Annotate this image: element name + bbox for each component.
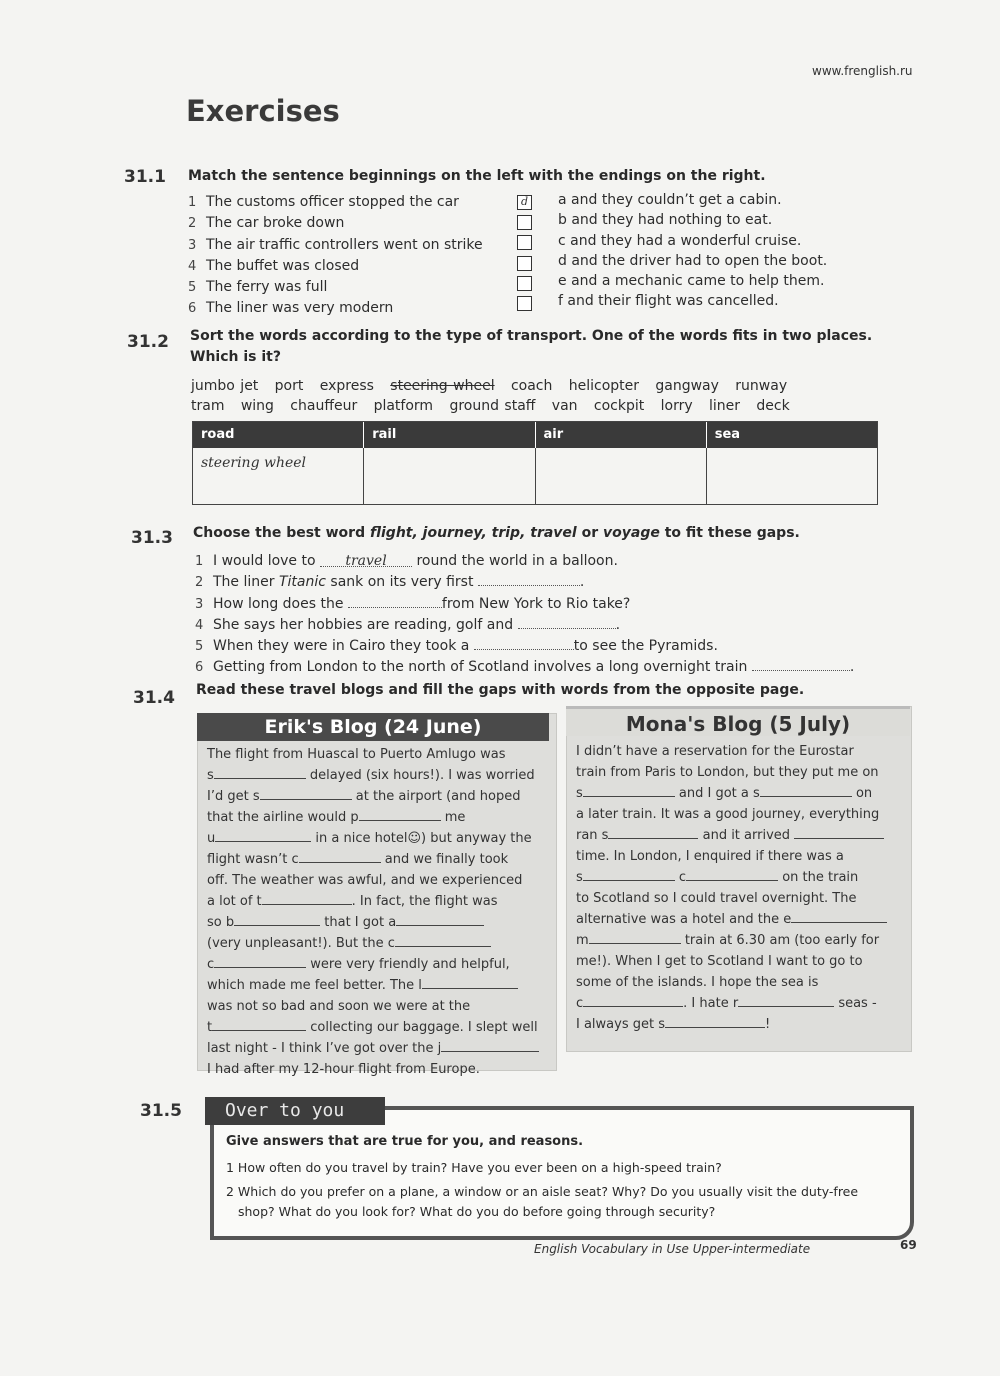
list-item: 1 I would love to travel round the world in a balloon.: [195, 553, 618, 569]
exercise-number: 31.1: [124, 167, 166, 187]
answer-checkbox[interactable]: [517, 215, 532, 230]
gap-field[interactable]: [589, 932, 681, 944]
gap-field[interactable]: [348, 595, 442, 608]
crossed-word: steering wheel: [390, 378, 495, 394]
list-item: 4 She says her hobbies are reading, golf and .: [195, 616, 621, 633]
exercise-number: 31.2: [127, 332, 169, 352]
over-to-you-tab: Over to you: [205, 1097, 385, 1125]
list-item: 5 The ferry was full: [188, 279, 328, 296]
gap-field[interactable]: [518, 616, 616, 629]
gap-answer[interactable]: travel: [320, 551, 412, 567]
list-item: a and they couldn’t get a cabin.: [558, 192, 782, 208]
table-cell-sea[interactable]: [707, 448, 877, 504]
list-item: 2 The liner Titanic sank on its very first .: [195, 574, 585, 591]
erik-blog-text: The flight from Huascal to Puerto Amlugo was s delayed (six hours!). I was worried I’d get s at the airport (and hoped that the airline would p me u in a nice hotel☺) but anyway the flight wasn’t c and we finally took off. The weather was awful, and we experienced a lot of t . In fact, the flight was so b that I got a (very unpleasant!). But the c c were very friendly and helpful, which made me feel better. The l was not so bad and soon we were at the t collecting our baggage. I slept well last night - I think I’ve got over the j I had after my 12-hour flight from Europe.: [207, 747, 538, 1077]
list-item: c and they had a wonderful cruise.: [558, 232, 802, 249]
list-item: b and they had nothing to eat.: [558, 212, 773, 229]
gap-field[interactable]: [752, 658, 850, 671]
beginnings-list: [188, 192, 483, 320]
gap-field[interactable]: [686, 869, 778, 881]
gap-field[interactable]: [608, 827, 698, 839]
answer-checkbox[interactable]: [517, 256, 532, 271]
page-title: Exercises: [186, 94, 340, 128]
column-header: sea: [714, 427, 741, 442]
exercise-instruction: Sort the words according to the type of transport. One of the words fits in two places. Which is it?: [190, 328, 873, 365]
endings-list: [558, 190, 827, 312]
gap-field[interactable]: [478, 573, 580, 586]
book-title: English Vocabulary in Use Upper-intermediate: [534, 1242, 811, 1256]
list-item: 3 The air traffic controllers went on strike: [188, 236, 483, 253]
list-item: 3 How long does the from New York to Rio take?: [195, 595, 631, 612]
over-to-you-instruction: Give answers that are true for you, and reasons.: [226, 1134, 584, 1149]
gap-field[interactable]: [422, 977, 518, 989]
column-header: air: [536, 422, 707, 448]
mona-blog-text: I didn’t have a reservation for the Eurostar train from Paris to London, but they put me on s and I got a s on a later train. It was a good journey, everything ran s and it arrived time. In London, I enquired if there was a s c on the train to Scotland so I could travel overnight. The alternative was a hotel and the e m train at 6.30 am (too early for me!). When I get to Scotland I want to go to some of the islands. I hope the sea is c . I hate r seas - I always get s !: [576, 741, 887, 1035]
gap-field[interactable]: [214, 956, 306, 968]
page-number: 69: [900, 1238, 917, 1252]
exercise-instruction: Choose the best word flight, journey, trip, travel or voyage to fit these gaps.: [193, 525, 800, 541]
answer-checkbox[interactable]: [517, 296, 532, 311]
gap-field[interactable]: [262, 893, 352, 905]
gap-field[interactable]: [665, 1016, 765, 1028]
answer-checkbox[interactable]: d: [517, 195, 532, 210]
word-bank-row: jumbo jet port express steering wheel coach helicopter gangway runway: [191, 378, 788, 394]
table-cell-rail[interactable]: [364, 448, 535, 504]
exercise-number: 31.4: [133, 688, 175, 708]
gap-field[interactable]: [299, 851, 381, 863]
gap-field[interactable]: [583, 785, 675, 797]
table-header: [193, 422, 877, 448]
list-item: 1 The customs officer stopped the car: [188, 194, 459, 210]
gap-field[interactable]: [234, 914, 320, 926]
gap-field[interactable]: [474, 637, 574, 650]
gap-fill-list: [195, 551, 854, 679]
gap-field[interactable]: [395, 935, 491, 947]
question: 2 Which do you prefer on a plane, a window or an aisle seat? Why? Do you usually visit the duty-free: [226, 1184, 859, 1199]
mona-blog-title: Mona's Blog (5 July): [566, 706, 910, 736]
exercise-instruction: Match the sentence beginnings on the left with the endings on the right.: [188, 168, 766, 184]
gap-field[interactable]: [214, 767, 306, 779]
erik-blog-title: Erik's Blog (24 June): [197, 713, 549, 741]
gap-field[interactable]: [583, 869, 675, 881]
table-row: [193, 448, 877, 504]
gap-field[interactable]: [441, 1040, 539, 1052]
gap-field[interactable]: [215, 830, 311, 842]
question: shop? What do you look for? What do you do before going through security?: [238, 1204, 716, 1219]
gap-field[interactable]: [794, 827, 884, 839]
handwritten-answer: steering wheel: [201, 455, 307, 471]
gap-field[interactable]: [760, 785, 852, 797]
site-url: www.frenglish.ru: [812, 64, 913, 78]
exercise-number: 31.3: [131, 528, 173, 548]
table-cell-air[interactable]: [536, 448, 707, 504]
column-header: road: [193, 422, 364, 448]
word-bank-row: tram wing chauffeur platform ground staff van cockpit lorry liner deck: [191, 398, 790, 414]
answer-checkbox[interactable]: [517, 276, 532, 291]
gap-field[interactable]: [212, 1019, 306, 1031]
question: 1 How often do you travel by train? Have you ever been on a high-speed train?: [226, 1160, 722, 1175]
list-item: 2 The car broke down: [188, 215, 345, 232]
exercise-number: 31.5: [140, 1101, 182, 1121]
list-item: e and a mechanic came to help them.: [558, 273, 825, 290]
table-cell-road[interactable]: [193, 448, 364, 504]
list-item: 6 The liner was very modern: [188, 300, 394, 317]
gap-field[interactable]: [260, 788, 352, 800]
exercise-instruction: Read these travel blogs and fill the gaps with words from the opposite page.: [196, 682, 805, 698]
answer-checkbox[interactable]: [517, 235, 532, 250]
list-item: f and their flight was cancelled.: [558, 293, 779, 310]
list-item: 5 When they were in Cairo they took a to see the Pyramids.: [195, 638, 718, 655]
list-item: d and the driver had to open the boot.: [558, 252, 828, 269]
gap-field[interactable]: [359, 809, 441, 821]
gap-field[interactable]: [791, 911, 887, 923]
gap-field[interactable]: [583, 995, 683, 1007]
sort-table: [192, 421, 878, 505]
over-to-you-content: [226, 1132, 858, 1222]
gap-field[interactable]: [738, 995, 834, 1007]
gap-field[interactable]: [396, 914, 484, 926]
list-item: 6 Getting from London to the north of Scotland involves a long overnight train .: [195, 659, 855, 676]
list-item: 4 The buffet was closed: [188, 257, 360, 274]
column-header: rail: [364, 422, 535, 448]
